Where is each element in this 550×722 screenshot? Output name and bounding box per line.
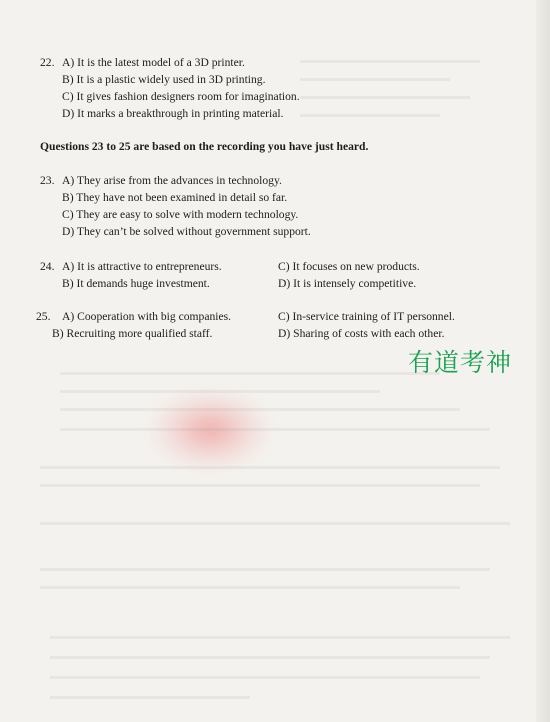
- watermark-logo: 有道考神: [408, 348, 513, 377]
- bleed-through-line: [40, 484, 480, 487]
- bleed-through-line: [60, 390, 380, 393]
- question-24: [40, 258, 490, 294]
- option-d: D) They can’t be solved without government support.: [62, 225, 311, 238]
- section-heading: Questions 23 to 25 are based on the recording you have just heard.: [40, 140, 369, 153]
- question-22: [40, 54, 340, 124]
- option-b: B) They have not been examined in detail so far.: [62, 191, 288, 204]
- bleed-through-line: [50, 636, 510, 639]
- question-number: 24.: [40, 260, 55, 273]
- option-c: C) In-service training of IT personnel.: [278, 310, 455, 323]
- bleed-through-line: [300, 96, 470, 99]
- bleed-through-line: [40, 522, 510, 525]
- paper-edge: [536, 0, 550, 722]
- option-a: A) Cooperation with big companies.: [62, 310, 232, 323]
- option-b: B) It demands huge investment.: [62, 277, 210, 290]
- option-a: A) They arise from the advances in technology.: [62, 174, 282, 187]
- option-d: D) It marks a breakthrough in printing material.: [62, 107, 284, 120]
- bleed-through-line: [300, 78, 450, 81]
- bleed-through-line: [50, 676, 480, 679]
- bleed-through-line: [60, 372, 440, 375]
- option-c: C) It gives fashion designers room for imagination.: [62, 90, 300, 103]
- bleed-through-line: [40, 466, 500, 469]
- option-c: C) It focuses on new products.: [278, 260, 420, 273]
- option-d: D) Sharing of costs with each other.: [278, 327, 445, 340]
- question-23: [40, 172, 340, 242]
- option-b: B) Recruiting more qualified staff.: [52, 327, 213, 340]
- bleed-through-line: [40, 586, 460, 589]
- bleed-through-line: [300, 60, 480, 63]
- bleed-through-line: [40, 568, 490, 571]
- option-a: A) It is the latest model of a 3D printer.: [62, 56, 245, 69]
- bleed-through-line: [50, 696, 250, 699]
- bleed-through-line: [60, 408, 460, 411]
- option-a: A) It is attractive to entrepreneurs.: [62, 260, 222, 273]
- option-c: C) They are easy to solve with modern technology.: [62, 208, 299, 221]
- bleed-through-line: [60, 428, 490, 431]
- option-b: B) It is a plastic widely used in 3D printing.: [62, 73, 266, 86]
- question-25: [36, 308, 496, 344]
- question-number: 23.: [40, 174, 55, 187]
- option-d: D) It is intensely competitive.: [278, 277, 417, 290]
- bleed-through-line: [300, 114, 440, 117]
- question-number: 25.: [36, 310, 51, 323]
- bleed-through-line: [50, 656, 490, 659]
- question-number: 22.: [40, 56, 55, 69]
